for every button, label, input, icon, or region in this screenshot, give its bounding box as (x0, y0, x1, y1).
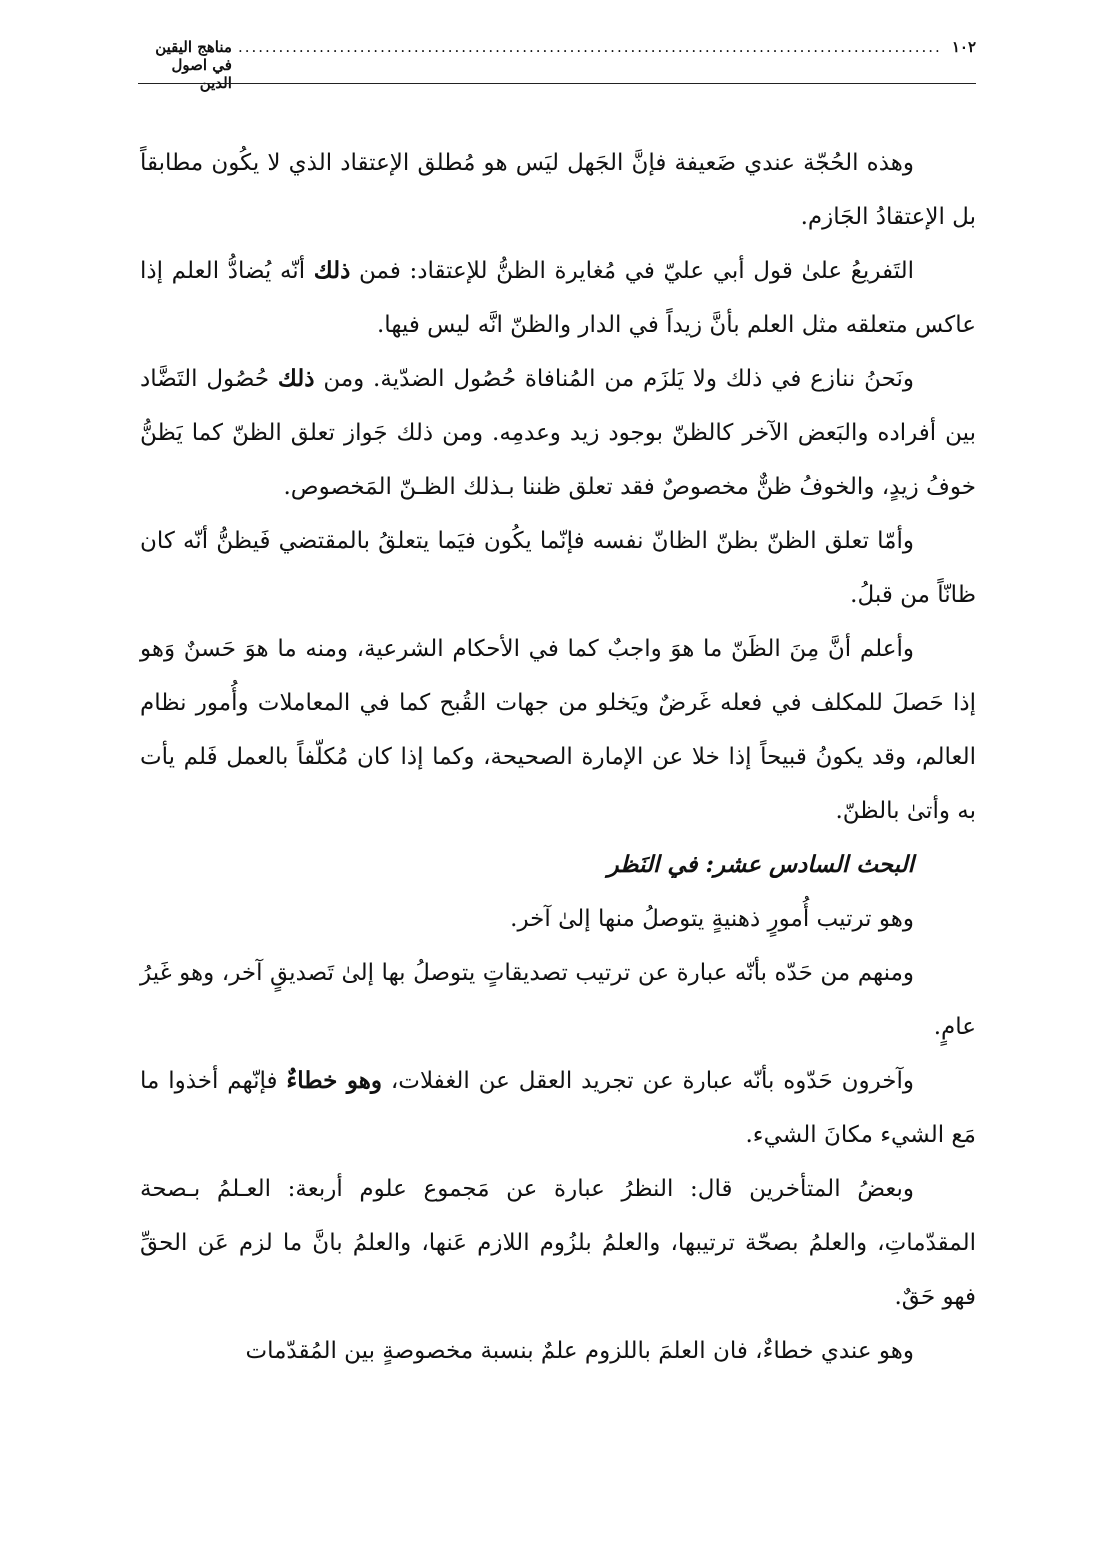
paragraph: ونَحنُ ننازع في ذلك ولا يَلزَم من المُنافاة حُصُول الضدّية. ومن ذلك حُصُول التَضَّاد بين أفراده والبَعض الآخر كالظنّ بوجود زيد وعدمِه. ومن ذلك جَواز تعلق الظنّ كما يَظنُّ خوفُ زيدٍ، والخوفُ ظنٌّ مخصوصٌ فقد تعلق ظننا بـذلك الظـنّ المَخصوص. (140, 365, 976, 500)
paragraph: التَفريعُ علىٰ قول أبي عليّ في مُغايرة الظنُّ للإعتقاد: فمن ذلك أنّه يُضادُّ العلم إذا عاكس متعلقه مثل العلم بأنَّ زيداً في الدار والظنّ انَّه ليس فيها. (140, 257, 976, 338)
body-text (140, 136, 976, 1378)
paragraph: وآخرون حَدّوه بأنّه عبارة عن تجريد العقل عن الغفلات، وهو خطاءٌ فإنّهم أخذوا ما مَع الشيء مكانَ الشيء. (140, 1067, 976, 1148)
paragraph: وبعضُ المتأخرين قال: النظرُ عبارة عن مَجموع علوم أربعة: العـلمُ بـصحة المقدّماتِ، والعلمُ بصحّة ترتيبها، والعلمُ بلزُوم اللازم عَنها، والعلمُ بانَّ ما لزم عَن الحقِّ فهو حَقٌ. (140, 1176, 976, 1310)
paragraph: وأعلم أنَّ مِنَ الظَنّ ما هوَ واجبٌ كما في الأحكام الشرعية، ومنه ما هوَ حَسنٌ وَهو إذا حَصلَ للمكلف في فعله غَرضٌ ويَخلو من جهات القُبح كما في المعاملات وأُمور نظام العالم، وقد يكونُ قبيحاً إذا خلا عن الإمارة الصحيحة، وكما إذا كان مُكلّفاً بالعمل فَلم يأت به وأتىٰ بالظنّ. (140, 636, 976, 824)
paragraph: وهذه الحُجّة عندي ضَعيفة فإنَّ الجَهل ليَس هو مُطلق الإعتقاد الذي لا يكُون مطابقاً بل الإعتقادُ الجَازم. (140, 150, 976, 230)
section-heading: البحث السادس عشر: في النَظر (607, 851, 914, 878)
paragraph: وأمّا تعلق الظنّ بظنّ الظانّ نفسه فإنّما يكُون فيَما يتعلقُ بالمقتضي فَيظنُّ أنّه كان ظانّاً من قبلُ. (140, 528, 976, 608)
paragraph: وهو عندي خطاءٌ، فان العلمَ باللزوم علمٌ بنسبة مخصوصةٍ بين المُقدّمات (245, 1338, 914, 1364)
paragraph: وهو ترتيب أُمورٍ ذهنيةٍ يتوصلُ منها إلىٰ آخر. (510, 906, 914, 932)
book-title: مناهج اليقين في اصول الدين (155, 38, 232, 92)
page-number: ١٠٢ (951, 38, 976, 56)
header-rule (138, 83, 976, 84)
paragraph: ومنهم من حَدّه بأنّه عبارة عن ترتيب تصديقاتٍ يتوصلُ بها إلىٰ تَصديقٍ آخر، وهو غَيرُ عامٍ. (140, 960, 976, 1040)
leader-dots: ........................................................................................................ (237, 38, 942, 56)
